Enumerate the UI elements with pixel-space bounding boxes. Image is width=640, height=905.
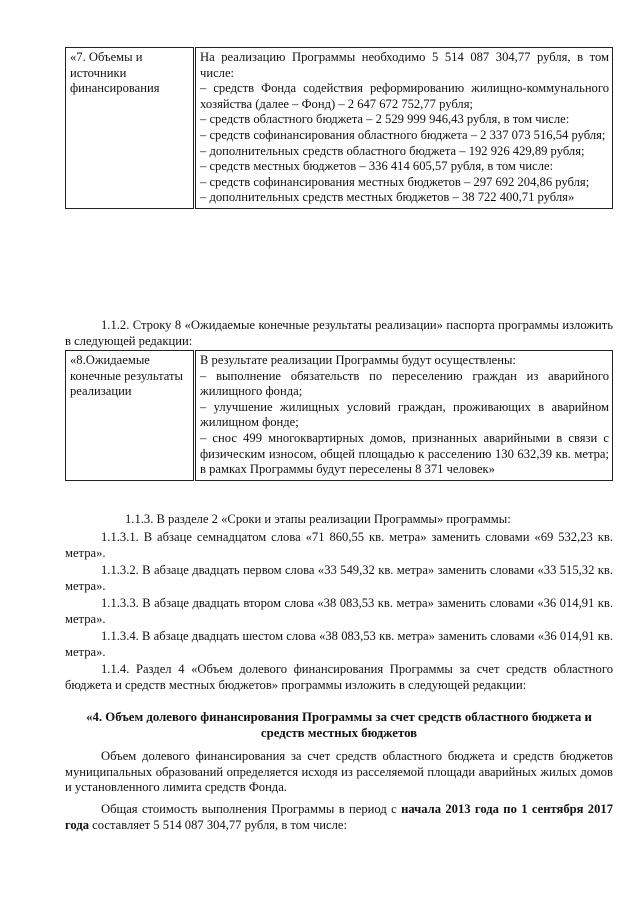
row-content-cell <box>195 351 613 481</box>
row-label-cell <box>66 351 195 481</box>
content-line: – дополнительных средств областного бюджета – 192 926 429,89 рубля; <box>200 143 585 158</box>
paragraph-1-1-3-3: 1.1.3.3. В абзаце двадцать втором слова «38 083,53 кв. метра» заменить словами «36 014,91 кв. метра». <box>65 596 613 626</box>
content-line: – средств софинансирования местных бюджетов – 297 692 204,86 рубля; <box>200 174 590 189</box>
body-paragraph-2-period: начала 2013 года по 1 сентября 2017 года <box>65 802 613 832</box>
content-line: – выполнение обязательств по переселению граждан из аварийного жилищного фонда; <box>200 368 609 399</box>
body-paragraph-1: Объем долевого финансирования за счет средств областного бюджета и средств бюджетов муниципальных образований определяется исходя из расселяемой площади аварийных жилых домов и установленного лимита средств Фонда. <box>65 749 613 795</box>
table-row <box>66 48 613 209</box>
content-line: – дополнительных средств местных бюджетов – 38 722 400,71 рубля» <box>200 190 575 205</box>
section-heading: «4. Объем долевого финансирования Программы за счет средств областного бюджета и средств местных бюджетов <box>86 710 592 740</box>
content-line: – средств областного бюджета – 2 529 999 946,43 рубля, в том числе: <box>200 112 570 127</box>
paragraph-1-1-2: 1.1.2. Строку 8 «Ожидаемые конечные результаты реализации» паспорта программы изложить в следующей редакции: <box>65 318 613 348</box>
body-paragraph-2-c: составляет 5 514 087 304,77 рубля, в том числе: <box>89 817 347 832</box>
content-line: – снос 499 многоквартирных домов, признанных аварийными в связи с физическим износом, общей площадью к расселению 130 632,39 кв. метра; в рамках Программы будут переселены 8 371 человек» <box>200 430 609 477</box>
row-label: «8.Ожидаемые конечные результаты реализации <box>70 353 183 399</box>
content-line: – средств софинансирования областного бюджета – 2 337 073 516,54 рубля; <box>200 127 606 142</box>
row-content-cell <box>195 48 613 209</box>
row-label-cell <box>66 48 195 209</box>
table-row <box>66 351 613 481</box>
content-line: В результате реализации Программы будут осуществлены: <box>200 353 516 367</box>
row-label: «7. Объемы и источники финансирования <box>70 50 160 96</box>
paragraph-1-1-3-2: 1.1.3.2. В абзаце двадцать первом слова «33 549,32 кв. метра» заменить словами «33 515,32 кв. метра». <box>65 563 613 593</box>
content-line: На реализацию Программы необходимо 5 514 087 304,77 рубля, в том числе: <box>200 50 609 80</box>
content-line: – улучшение жилищных условий граждан, проживающих в аварийном жилищном фонде; <box>200 399 609 430</box>
paragraph-1-1-3: 1.1.3. В разделе 2 «Сроки и этапы реализации Программы» программы: <box>125 512 511 526</box>
body-paragraph-2-a: Общая стоимость выполнения Программы в период с <box>101 802 402 816</box>
results-table <box>65 350 613 481</box>
content-line: – средств местных бюджетов – 336 414 605,57 рубля, в том числе: <box>200 159 554 174</box>
content-line: – средств Фонда содействия реформированию жилищно-коммунального хозяйства (далее – Фонд) – 2 647 672 752,77 рубля; <box>200 81 609 111</box>
financing-table <box>65 47 613 209</box>
paragraph-1-1-4: 1.1.4. Раздел 4 «Объем долевого финансирования Программы за счет средств областного бюджета и средств местных бюджетов» программы изложить в следующей редакции: <box>65 662 613 692</box>
body-paragraph-2 <box>65 802 613 833</box>
paragraph-1-1-3-4: 1.1.3.4. В абзаце двадцать шестом слова «38 083,53 кв. метра» заменить словами «36 014,91 кв. метра». <box>65 629 613 659</box>
paragraph-1-1-3-1: 1.1.3.1. В абзаце семнадцатом слова «71 860,55 кв. метра» заменить словами «69 532,23 кв. метра». <box>65 530 613 560</box>
